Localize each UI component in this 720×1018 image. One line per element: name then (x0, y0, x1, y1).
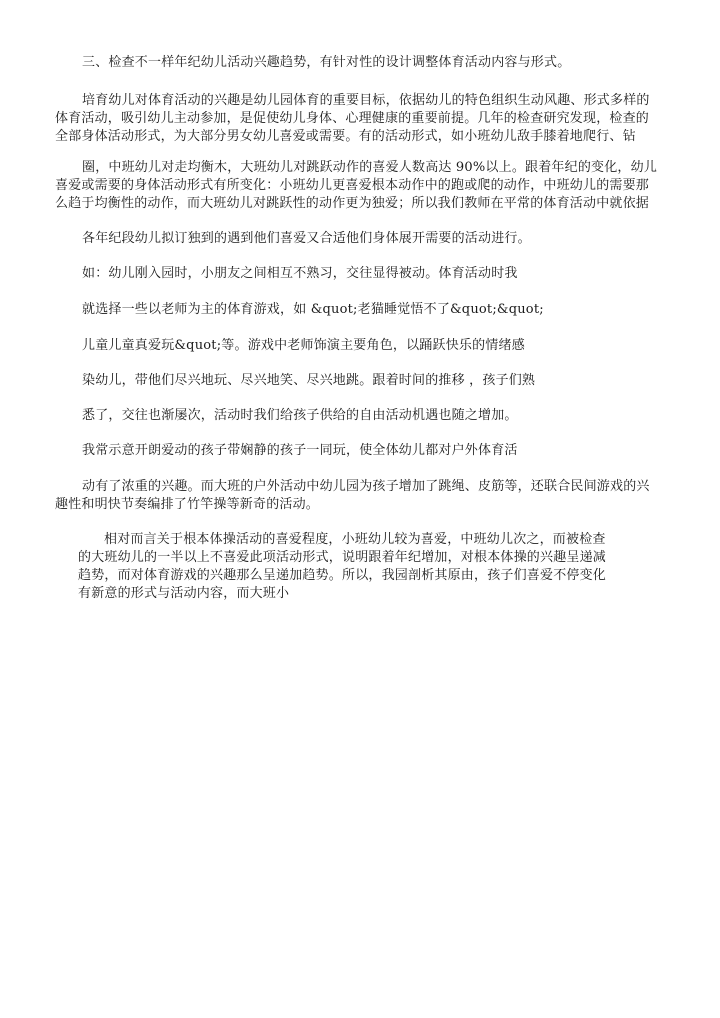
paragraph-line: 体育活动，吸引幼儿主动参加，是促使幼儿身体、心理健康的重要前提。几年的检查研究发现，检查的 (55, 111, 650, 126)
paragraph-line: 染幼儿，带他们尽兴地玩、尽兴地笑、尽兴地跳。跟着时间的推移 ，孩子们熟 (82, 373, 536, 388)
paragraph-line: 就选择一些以老师为主的体育游戏，如 &quot;老猫睡觉悟不了&quot;&quot; (82, 302, 544, 317)
paragraph-line: 圈，中班幼儿对走均衡木，大班幼儿对跳跃动作的喜爱人数高达 90%以上。跟着年纪的变化，幼儿 (82, 160, 658, 175)
paragraph-line: 趋势，而对体育游戏的兴趣那么呈递加趋势。所以，我园剖析其原由，孩子们喜爱不停变化 (78, 568, 607, 583)
paragraph-line: 培育幼儿对体育活动的兴趣是幼儿园体育的重要目标，依据幼儿的特色组织生动风趣、形式多样的 (82, 93, 650, 108)
paragraph-line: 全部身体活动形式，为大部分男女幼儿喜爱或需要。有的活动形式，如小班幼儿敌手膝着地爬行、钻 (55, 129, 636, 144)
paragraph-line: 动有了浓重的兴趣。而大班的户外活动中幼儿园为孩子增加了跳绳、皮筋等，还联合民间游戏的兴 (82, 479, 650, 494)
paragraph-line: 悉了，交往也渐屡次，活动时我们给孩子供给的自由活动机遇也随之增加。 (82, 408, 518, 423)
paragraph-line: 各年纪段幼儿拟订独到的遇到他们喜爱又合适他们身体展开需要的活动进行。 (82, 231, 531, 246)
section-heading: 三、检查不一样年纪幼儿活动兴趣趋势，有针对性的设计调整体育活动内容与形式。 (82, 55, 571, 70)
paragraph-line: 相对而言关于根本体操活动的喜爱程度，小班幼儿较为喜爱，中班幼儿次之，而被检查 (104, 532, 606, 547)
paragraph-line: 我常示意开朗爱动的孩子带娴静的孩子一同玩，使全体幼儿都对户外体育活 (82, 443, 518, 458)
paragraph-line: 有新意的形式与活动内容，而大班小 (78, 586, 290, 601)
paragraph-line: 么趋于均衡性的动作，而大班幼儿对跳跃性的动作更为独爱；所以我们教师在平常的体育活动中就依据 (55, 196, 650, 211)
paragraph-line: 趣性和明快节奏编排了竹竿操等新奇的活动。 (55, 497, 320, 512)
paragraph-line: 儿童儿童真爱玩&quot;等。游戏中老师饰演主要角色，以踊跃快乐的情绪感 (82, 338, 525, 353)
paragraph-line: 喜爱或需要的身体活动形式有所变化：小班幼儿更喜爱根本动作中的跑或爬的动作，中班幼儿的需要那 (55, 178, 650, 193)
paragraph-line: 的大班幼儿的一半以上不喜爱此项活动形式，说明跟着年纪增加，对根本体操的兴趣呈递减 (78, 550, 607, 565)
paragraph-line: 如：幼儿刚入园时，小朋友之间相互不熟习，交往显得被动。体育活动时我 (82, 266, 518, 281)
